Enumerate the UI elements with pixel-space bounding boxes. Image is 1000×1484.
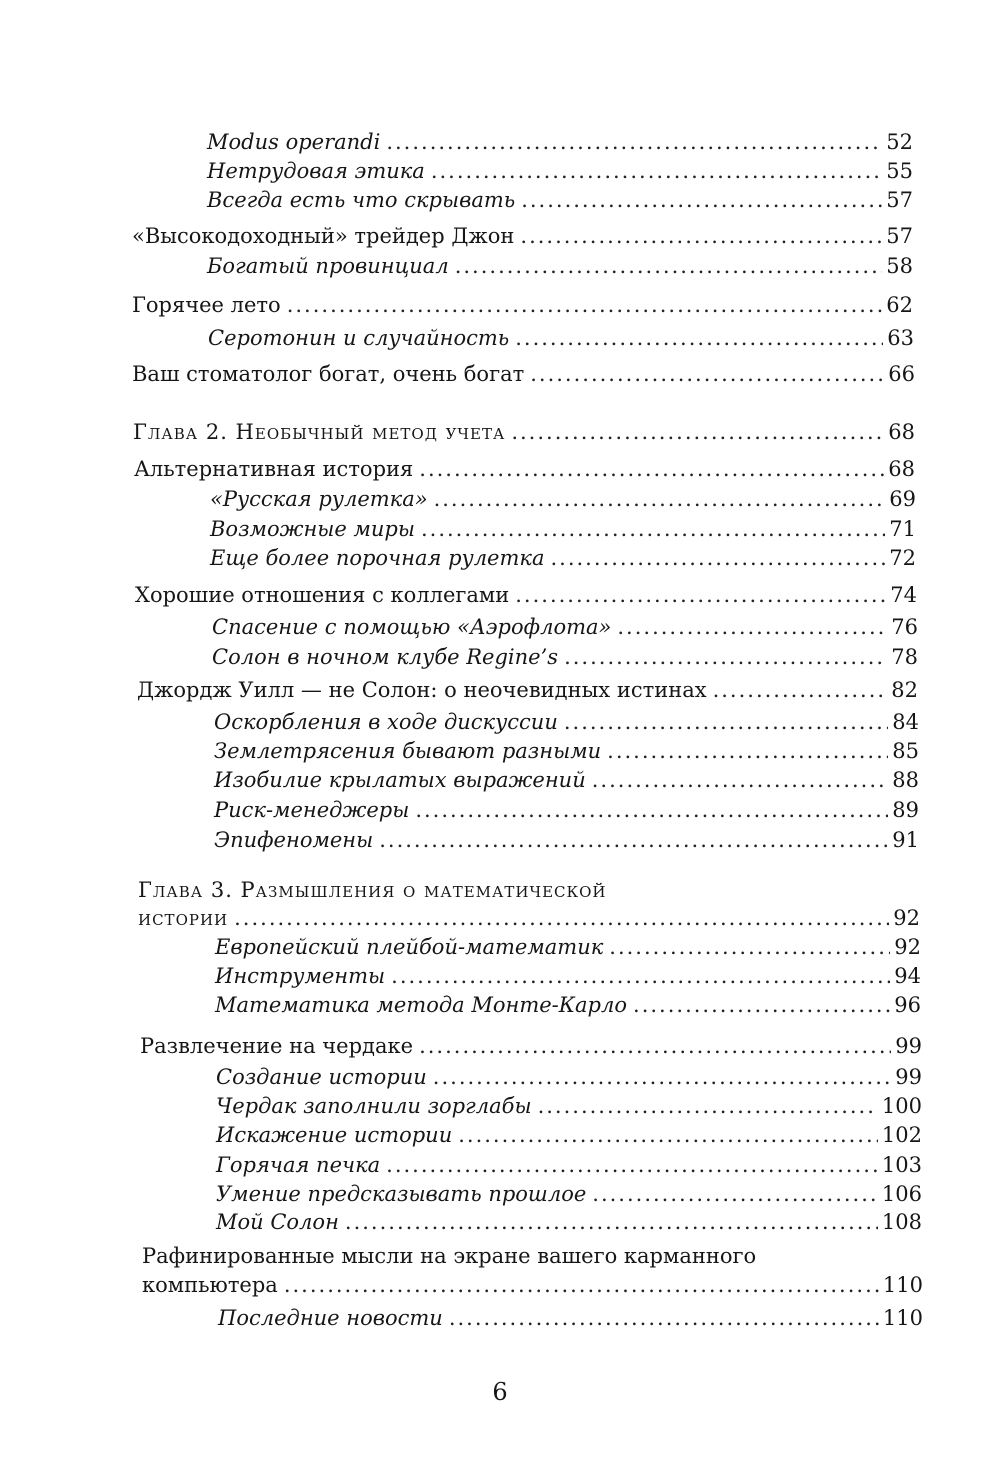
- dot-leader: [284, 1271, 879, 1299]
- toc-entry: [216, 1121, 922, 1149]
- toc-entry-page: 72: [889, 546, 916, 570]
- dot-leader: [592, 766, 889, 794]
- dot-leader: [379, 826, 888, 854]
- toc-entry-page: 71: [889, 517, 916, 541]
- toc-entry-page: 89: [892, 798, 919, 822]
- toc-entry: [216, 1063, 922, 1091]
- toc-entry-page: 96: [894, 993, 921, 1017]
- section-title-line: Рафинированные мысли на экране вашего карманного: [142, 1244, 757, 1268]
- toc-entry-page: 99: [895, 1065, 922, 1089]
- dot-leader: [633, 991, 890, 1019]
- dot-leader: [550, 544, 885, 572]
- dot-leader: [287, 291, 883, 319]
- toc-entry-title: Эпифеномены: [214, 828, 374, 852]
- toc-entry-title: Горячее лето: [132, 293, 281, 317]
- toc-entry-title: Джордж Уилл — не Солон: о неочевидных истинах: [137, 678, 707, 702]
- toc-entry-page: 84: [892, 710, 919, 734]
- toc-entry-title: Европейский плейбой-математик: [215, 935, 604, 959]
- toc-entry-page: 110: [882, 1273, 923, 1297]
- toc-entry-title: Спасение с помощью «Аэрофлота»: [212, 615, 612, 639]
- toc-entry: [214, 737, 919, 765]
- toc-entry-title: Серотонин и случайность: [208, 326, 510, 350]
- toc-entry-page: 100: [881, 1094, 922, 1118]
- dot-leader: [434, 485, 886, 513]
- toc-entry-title: Ваш стоматолог богат, очень богат: [132, 362, 525, 386]
- toc-entry: [216, 1151, 922, 1179]
- toc-entry-page: 76: [891, 615, 918, 639]
- toc-entry-page: 88: [892, 768, 919, 792]
- toc-entry-page: 68: [888, 457, 915, 481]
- toc-entry: [214, 708, 919, 736]
- toc-entry-page: 91: [892, 828, 919, 852]
- toc-entry-page: 58: [886, 254, 913, 278]
- dot-leader: [345, 1208, 878, 1236]
- toc-entry: [215, 962, 921, 990]
- chapter-3-heading: Глава 3. Размышления о математической: [138, 878, 607, 902]
- toc-entry: [210, 485, 916, 513]
- toc-entry: [214, 766, 919, 794]
- toc-entry: [208, 324, 914, 352]
- toc-entry-page: 94: [894, 964, 921, 988]
- toc-entry: [132, 291, 913, 319]
- toc-entry: [212, 643, 918, 671]
- toc-entry-page: 82: [891, 678, 918, 702]
- toc-entry-title: Искажение истории: [216, 1123, 453, 1147]
- toc-entry-title: Альтернативная история: [134, 457, 414, 481]
- dot-leader: [449, 1304, 879, 1332]
- toc-entry: [132, 360, 915, 388]
- toc-entry: [216, 1180, 922, 1208]
- dot-leader: [530, 360, 884, 388]
- toc-entry-title: «Русская рулетка»: [210, 487, 428, 511]
- toc-entry: [207, 252, 913, 280]
- dot-leader: [455, 252, 883, 280]
- dot-leader: [421, 515, 885, 543]
- toc-entry-title: Изобилие крылатых выражений: [214, 768, 586, 792]
- toc-entry-page: 92: [893, 906, 920, 930]
- dot-leader: [458, 1121, 878, 1149]
- dot-leader: [234, 904, 889, 932]
- toc-entry: [132, 222, 913, 250]
- toc-entry-title: Инструменты: [215, 964, 386, 988]
- toc-entry: [142, 1271, 923, 1299]
- dot-leader: [617, 613, 887, 641]
- toc-entry-title: Богатый провинциал: [207, 254, 449, 278]
- toc-entry-title: Риск-менеджеры: [214, 798, 410, 822]
- toc-entry: [135, 581, 917, 609]
- toc-entry: [207, 157, 913, 185]
- toc-entry-page: 63: [887, 326, 914, 350]
- dot-leader: [431, 157, 882, 185]
- dot-leader: [564, 708, 888, 736]
- dot-leader: [515, 324, 883, 352]
- toc-entry-title: Оскорбления в ходе дискуссии: [214, 710, 558, 734]
- toc-entry-title: Солон в ночном клубе Regine’s: [212, 645, 559, 669]
- dot-leader: [511, 418, 884, 446]
- dot-leader: [415, 796, 888, 824]
- toc-entry: [214, 826, 919, 854]
- toc-entry-title: Умение предсказывать прошлое: [216, 1182, 587, 1206]
- dot-leader: [609, 933, 890, 961]
- toc-entry: [207, 186, 913, 214]
- toc-entry-page: 62: [886, 293, 913, 317]
- toc-entry: [216, 1208, 922, 1236]
- toc-entry-page: 66: [888, 362, 915, 386]
- dot-leader: [433, 1063, 891, 1091]
- dot-leader: [520, 222, 882, 250]
- toc-entry-title: компьютера: [142, 1273, 278, 1297]
- dot-leader: [538, 1092, 878, 1120]
- toc-entry: [210, 544, 916, 572]
- toc-entry-page: 102: [881, 1123, 922, 1147]
- toc-entry-page: 78: [891, 645, 918, 669]
- toc-entry-title: «Высокодоходный» трейдер Джон: [132, 224, 515, 248]
- toc-entry-title: Развлечение на чердаке: [140, 1034, 414, 1058]
- page-number: 6: [492, 1378, 508, 1406]
- toc-entry-page: 106: [881, 1182, 922, 1206]
- toc-entry-page: 69: [889, 487, 916, 511]
- toc-entry-title: Возможные миры: [210, 517, 415, 541]
- toc-entry-title: Нетрудовая этика: [207, 159, 425, 183]
- toc-entry-title: Всегда есть что скрывать: [207, 188, 516, 212]
- toc-entry: [212, 613, 918, 641]
- toc-entry-page: 52: [886, 130, 913, 154]
- toc-entry: [134, 455, 915, 483]
- toc-entry-page: 57: [886, 188, 913, 212]
- toc-entry-page: 92: [894, 935, 921, 959]
- toc-entry-title: Горячая печка: [216, 1153, 381, 1177]
- dot-leader: [713, 676, 888, 704]
- toc-entry-title: Еще более порочная рулетка: [210, 546, 545, 570]
- dot-leader: [515, 581, 886, 609]
- toc-entry: [207, 128, 913, 156]
- toc-entry-title: Землетрясения бывают разными: [214, 739, 602, 763]
- toc-entry-page: 99: [895, 1034, 922, 1058]
- toc-entry: [140, 1032, 922, 1060]
- chapter-heading: [138, 904, 920, 932]
- toc-entry-page: 85: [892, 739, 919, 763]
- toc-entry-page: 74: [890, 583, 917, 607]
- toc-entry-title: Чердак заполнили зорглабы: [216, 1094, 532, 1118]
- toc-entry-page: 103: [881, 1153, 922, 1177]
- chapter-heading: [133, 418, 915, 446]
- toc-entry-title: Последние новости: [218, 1306, 443, 1330]
- toc-entry: [215, 933, 921, 961]
- toc-entry-page: 57: [886, 224, 913, 248]
- dot-leader: [521, 186, 882, 214]
- dot-leader: [564, 643, 887, 671]
- toc-entry-title: Мой Солон: [216, 1210, 339, 1234]
- dot-leader: [386, 128, 882, 156]
- toc-entry-page: 108: [881, 1210, 922, 1234]
- toc-entry-page: 110: [882, 1306, 923, 1330]
- dot-leader: [386, 1151, 878, 1179]
- toc-entry-title: Глава 2. Необычный метод учета: [133, 420, 506, 444]
- toc-entry-title: Создание истории: [216, 1065, 427, 1089]
- toc-entry-title: Хорошие отношения с коллегами: [135, 583, 510, 607]
- dot-leader: [391, 962, 890, 990]
- toc-entry-title: Modus operandi: [207, 130, 381, 154]
- toc-entry-page: 55: [886, 159, 913, 183]
- toc-entry: [215, 991, 921, 1019]
- dot-leader: [419, 455, 884, 483]
- dot-leader: [592, 1180, 878, 1208]
- toc-entry-title: истории: [138, 906, 229, 930]
- toc-entry: [216, 1092, 922, 1120]
- toc-entry-title: Математика метода Монте-Карло: [215, 993, 628, 1017]
- toc-entry-page: 68: [888, 420, 915, 444]
- toc-entry: [214, 796, 919, 824]
- toc-entry: [218, 1304, 923, 1332]
- toc-entry: [210, 515, 916, 543]
- toc-entry: [137, 676, 918, 704]
- dot-leader: [419, 1032, 891, 1060]
- dot-leader: [607, 737, 888, 765]
